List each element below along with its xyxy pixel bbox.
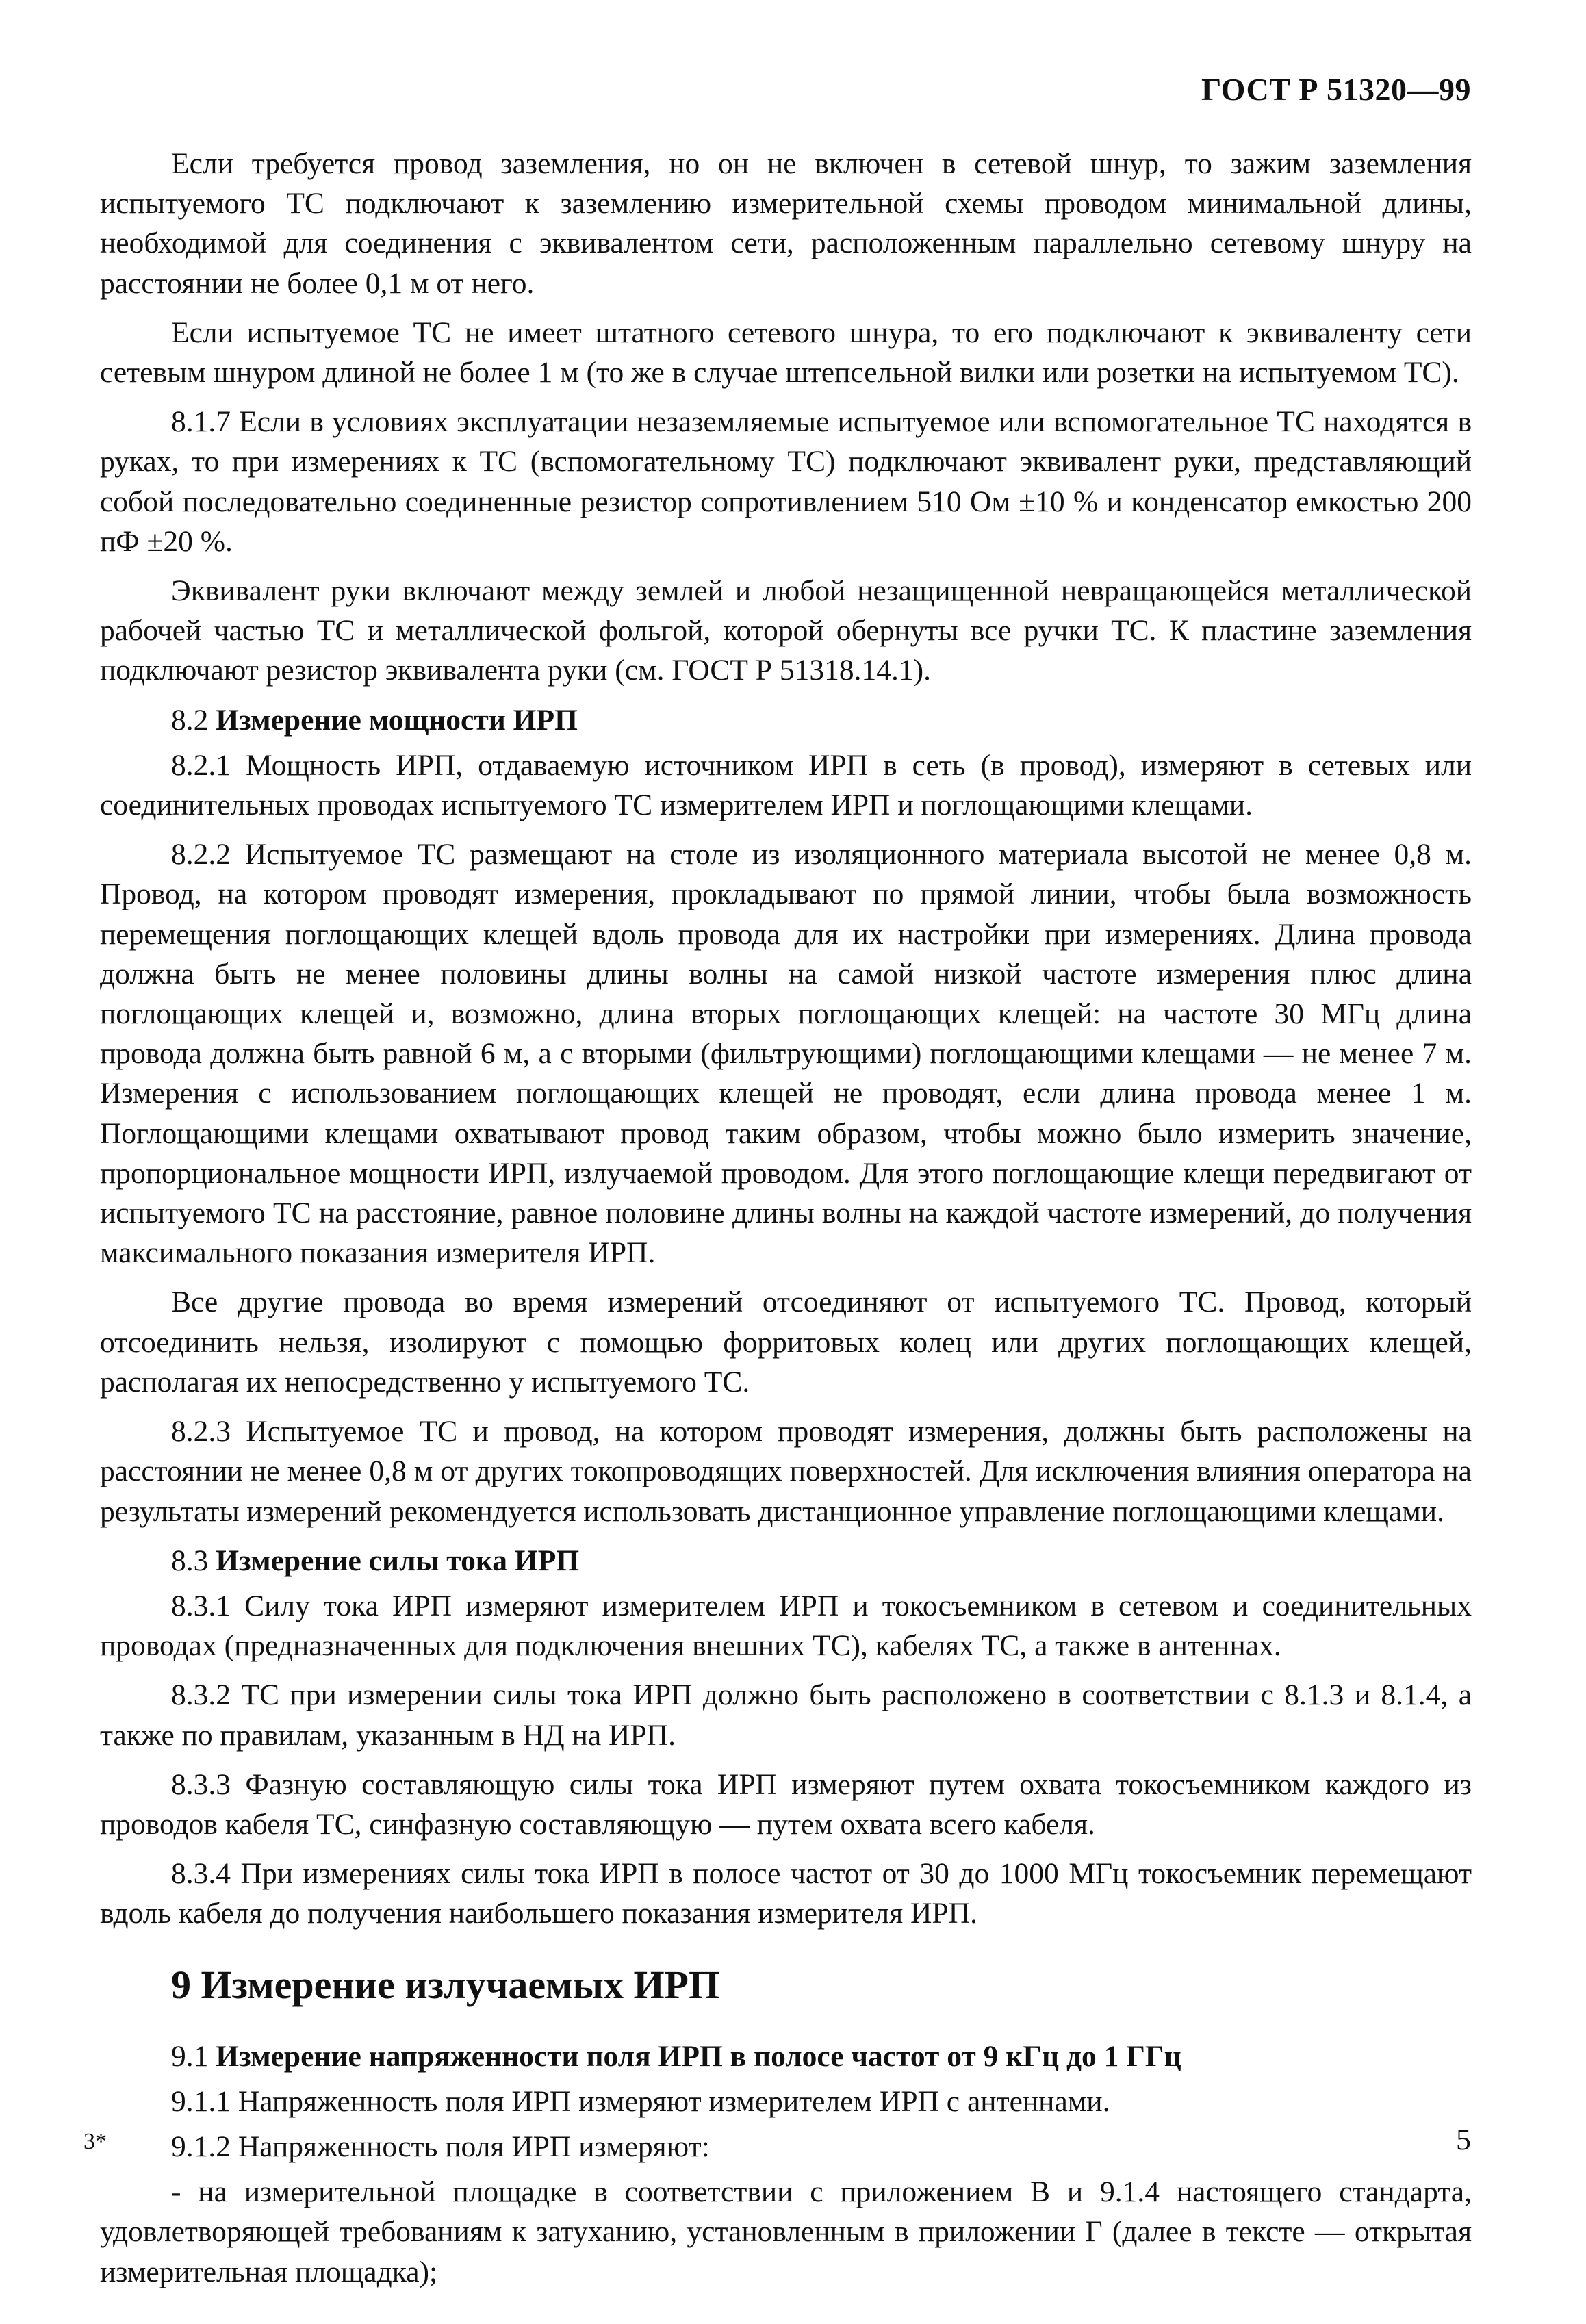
footer-sheet-mark: 3* (84, 2129, 107, 2154)
document-body (100, 144, 1472, 2301)
heading-8-3-text: Измерение силы тока ИРП (216, 1544, 580, 1577)
heading-9-1-text: Измерение напряженности поля ИРП в полосе частот от 9 кГц до 1 ГГц (216, 2039, 1181, 2073)
paragraph-8-3-3: 8.3.3 Фазную составляющую силы тока ИРП измеряют путем охвата токосъемником каждого из проводов кабеля ТС, синфазную составляющую — путем охвата всего кабеля. (100, 1767, 1472, 1841)
heading-8-3-number: 8.3 (171, 1544, 209, 1577)
heading-8-3 (100, 1541, 1472, 1581)
standard-code-header: ГОСТ Р 51320—99 (1201, 72, 1471, 107)
paragraph-other-wires: Все другие провода во время измерений отсоединяют от испытуемого ТС. Провод, который отсоединить нельзя, изолируют с помощью форритовых колец или других поглощающих клещей, располагая их непосредственно у испытуемого ТС. (100, 1286, 1472, 1399)
heading-9-1-number: 9.1 (171, 2039, 209, 2073)
paragraph-hand-equivalent: Эквивалент руки включают между землей и любой незащищенной невращающейся металлической рабочей частью ТС и металлической фольгой, которой обернуты все ручки ТС. К пластине заземления подключают резистор эквивалента руки (см. ГОСТ Р 51318.14.1). (100, 574, 1472, 687)
paragraph-8-3-2: 8.3.2 ТС при измерении силы тока ИРП должно быть расположено в соответствии с 8.1.3 и 8.1.4, а также по правилам, указанным в НД на ИРП. (100, 1678, 1472, 1752)
paragraph-8-3-4: 8.3.4 При измерениях силы тока ИРП в полосе частот от 30 до 1000 МГц токосъемник перемещают вдоль кабеля до получения наибольшего показания измерителя ИРП. (100, 1857, 1472, 1930)
paragraph-8-2-1: 8.2.1 Мощность ИРП, отдаваемую источником ИРП в сеть (в провод), измеряют в сетевых или соединительных проводах испытуемого ТС измерителем ИРП и поглощающими клещами. (100, 748, 1472, 822)
paragraph-8-1-7: 8.1.7 Если в условиях эксплуатации незаземляемые испытуемое или вспомогательное ТС находятся в руках, то при измерениях к ТС (вспомогательному ТС) подключают эквивалент руки, представляющий собой последовательно соединенные резистор сопротивлением 510 Ом ±10 % и конденсатор емкостью 200 пФ ±20 %. (100, 405, 1472, 558)
heading-8-2 (100, 700, 1472, 740)
paragraph-no-power-cord: Если испытуемое ТС не имеет штатного сетевого шнура, то его подключают к эквиваленту сети сетевым шнуром длиной не более 1 м (то же в случае штепсельной вилки или розетки на испытуемом ТС). (100, 316, 1472, 390)
paragraph-8-3-1: 8.3.1 Силу тока ИРП измеряют измерителем ИРП и токосъемником в сетевом и соединительных проводах (предназначенных для подключения внешних ТС), кабелях ТС, а также в антеннах. (100, 1589, 1472, 1663)
paragraph-8-2-2: 8.2.2 Испытуемое ТС размещают на столе из изоляционного материала высотой не менее 0,8 м. Провод, на котором проводят измерения, прокладывают по прямой линии, чтобы была возможность перемещения поглощающих клещей вдоль провода для их настройки при измерениях. Длина провода должна быть не менее половины длины волны на самой низкой частоте измерения плюс длина поглощающих клещей и, возможно, длина вторых поглощающих клещей: на частоте 30 МГц длина провода должна быть равной 6 м, а с вторыми (фильтрующими) поглощающими клещами — не менее 7 м. Измерения с использованием поглощающих клещей не проводят, если длина провода менее 1 м. Поглощающими клещами охватывают провод таким образом, чтобы можно было измерить значение, пропорциональное мощности ИРП, излучаемой проводом. Для этого поглощающие клещи передвигают от испытуемого ТС на расстояние, равное половине длины волны на каждой частоте измерений, до получения максимального показания измерителя ИРП. (100, 838, 1472, 1270)
paragraph-9-1-1: 9.1.1 Напряженность поля ИРП измеряют измерителем ИРП с антеннами. (171, 2084, 1110, 2118)
page-number: 5 (1456, 2123, 1471, 2156)
paragraph-8-2-3: 8.2.3 Испытуемое ТС и провод, на котором проводят измерения, должны быть расположены на расстоянии не менее 0,8 м от других токопроводящих поверхностей. Для исключения влияния оператора на результаты измерений рекомендуется использовать дистанционное управление поглощающими клещами. (100, 1415, 1472, 1528)
paragraph-grounding-wire: Если требуется провод заземления, но он не включен в сетевой шнур, то зажим заземления испытуемого ТС подключают к заземлению измерительной схемы проводом минимальной длины, необходимой для соединения с эквивалентом сети, расположенным параллельно сетевому шнуру на расстоянии не более 0,1 м от него. (100, 147, 1472, 300)
heading-8-2-number: 8.2 (171, 703, 209, 737)
paragraph-9-1-2: 9.1.2 Напряженность поля ИРП измеряют: (171, 2130, 710, 2163)
paragraph-measurement-site: - на измерительной площадке в соответствии с приложением В и 9.1.4 настоящего стандарта, удовлетворяющей требованиям к затуханию, установленным в приложении Г (далее в тексте — открытая измерительная площадка); (100, 2175, 1472, 2288)
heading-9-1 (100, 2036, 1472, 2076)
heading-8-2-text: Измерение мощности ИРП (216, 703, 578, 737)
section-9-title: 9 Измерение излучаемых ИРП (171, 1962, 720, 2007)
